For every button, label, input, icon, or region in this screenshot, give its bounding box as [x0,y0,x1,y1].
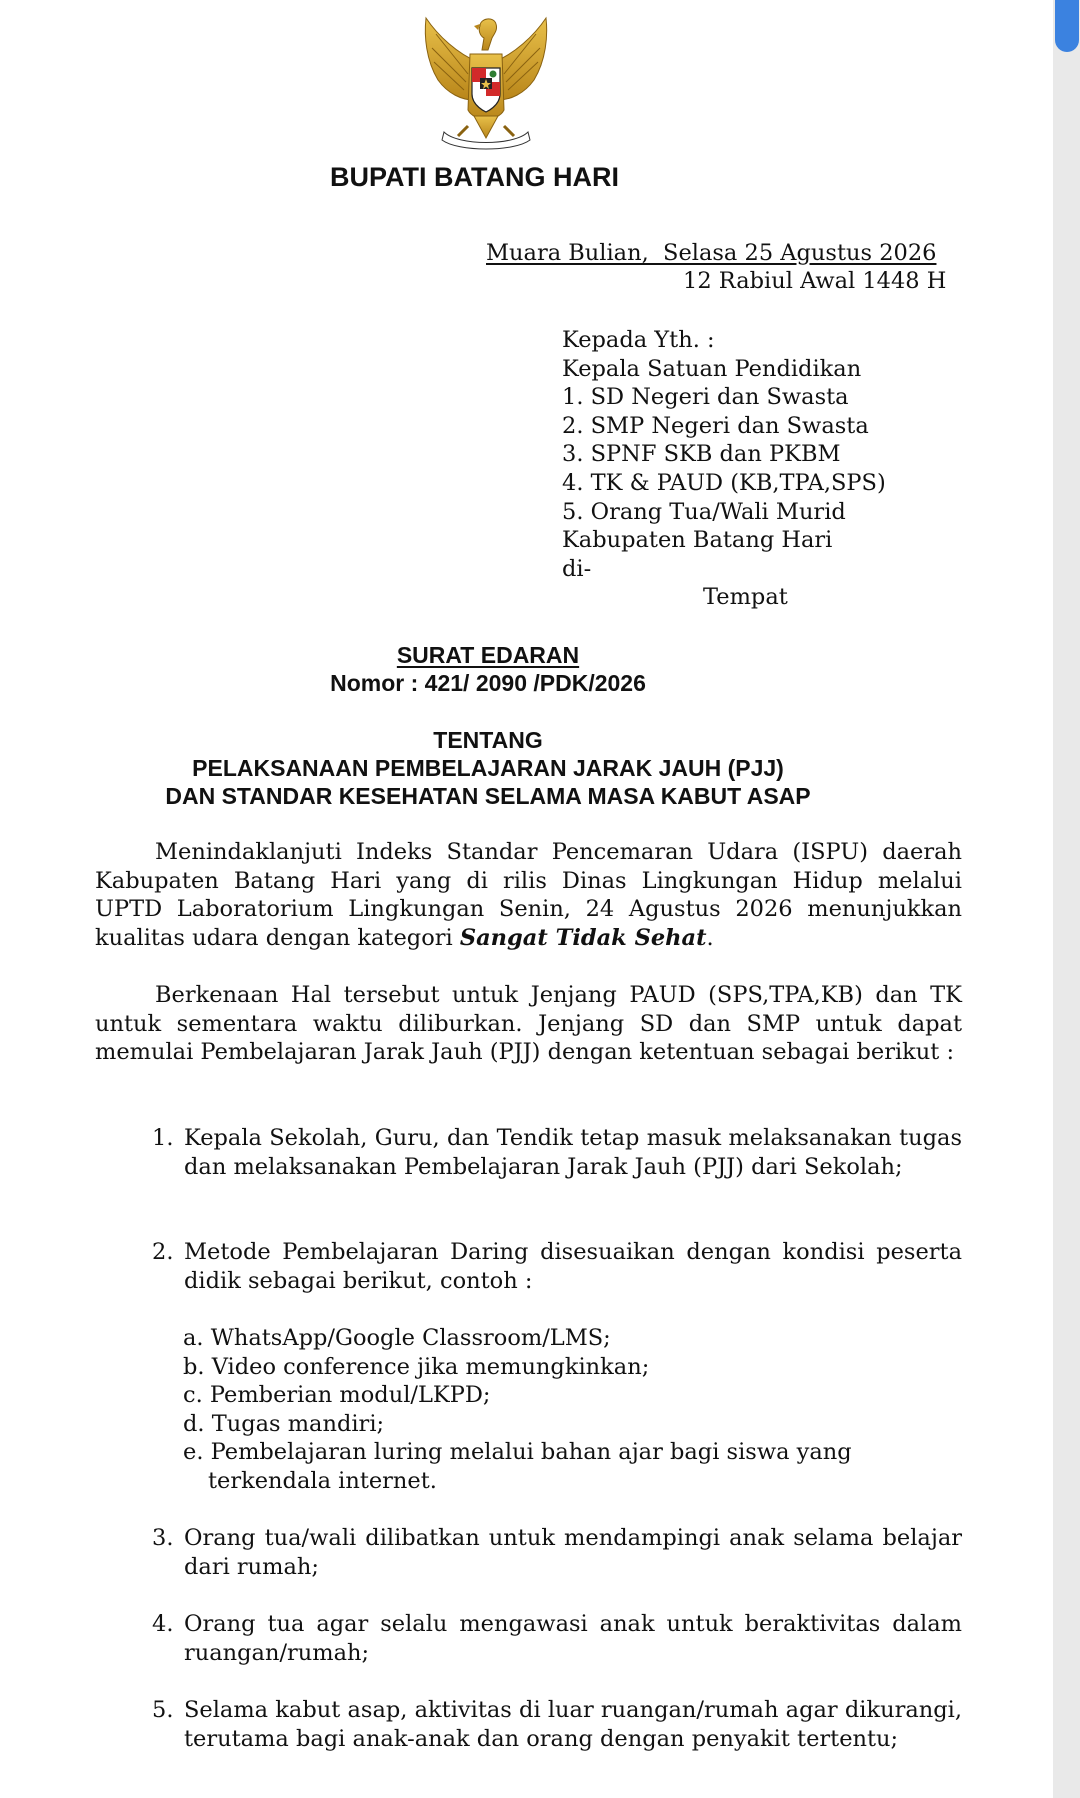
address-line: di- [562,555,592,582]
office-title: BUPATI BATANG HARI [330,162,619,192]
subject-line-2: DAN STANDAR KESEHATAN SELAMA MASA KABUT ASAP [165,783,811,809]
address-line: 1. SD Negeri dan Swasta [562,384,849,411]
about-label: TENTANG [433,727,543,753]
scrollbar-track[interactable] [1053,0,1080,1798]
list-item-number: 4. [152,1611,174,1637]
address-line: 3. SPNF SKB dan PKBM [562,441,841,468]
address-line: 4. TK & PAUD (KB,TPA,SPS) [562,469,886,496]
sub-list [183,1324,943,1496]
hijri-date-line: 12 Rabiul Awal 1448 H [683,268,947,294]
list-item-text: Selama kabut asap, aktivitas di luar ruangan/rumah agar dikurangi, terutama bagi anak-anak dan orang dengan penyakit tertentu; [184,1697,962,1752]
list-item [152,1524,962,1581]
address-block [562,326,886,583]
list-item [152,1124,962,1181]
list-item-text: Orang tua/wali dilibatkan untuk mendampingi anak selama belajar dari rumah; [184,1525,962,1580]
list-item [152,1238,962,1295]
sub-list-item: d. Tugas mandiri; [183,1410,385,1437]
list-item-text: Metode Pembelajaran Daring disesuaikan dengan kondisi peserta didik sebagai berikut, contoh : [184,1239,962,1294]
paragraph-2: Berkenaan Hal tersebut untuk Jenjang PAUD (SPS,TPA,KB) dan TK untuk sementara waktu diliburkan. Jenjang SD dan SMP untuk dapat memulai Pembelajaran Jarak Jauh (PJJ) dengan ketentuan sebagai berikut : [95,982,962,1066]
paragraph-1 [95,838,962,952]
scrollbar-thumb[interactable] [1055,0,1079,52]
paragraph-1-text: Menindaklanjuti Indeks Standar Pencemaran Udara (ISPU) daerah Kabupaten Batang Hari yang di rilis Dinas Lingkungan Hidup melalui UPTD Laboratorium Lingkungan Senin, 24 Agustus 2026 menunjukkan kualitas udara dengan kategori [95,839,962,951]
paragraph-1-emphasis: Sangat Tidak Sehat [459,924,707,951]
address-line: Kabupaten Batang Hari [562,527,833,554]
address-line: Kepala Satuan Pendidikan [562,355,862,382]
list-item-number: 2. [152,1239,174,1265]
letter-title: SURAT EDARAN [396,642,580,668]
garuda-emblem-icon [418,14,554,152]
sub-list-item: c. Pemberian modul/LKPD; [183,1382,491,1409]
address-line: Kepada Yth. : [562,327,715,353]
list-item-number: 5. [152,1697,174,1723]
sub-list-item: b. Video conference jika memungkinkan; [183,1353,650,1380]
list-item-number: 3. [152,1525,174,1551]
subject-line-1: PELAKSANAAN PEMBELAJARAN JARAK JAUH (PJJ) [192,755,784,781]
list-item-text: Orang tua agar selalu mengawasi anak untuk beraktivitas dalam ruangan/rumah; [184,1611,962,1666]
date-line: Muara Bulian, Selasa 25 Agustus 2026 [486,240,937,266]
paragraph-1-end: . [706,924,714,951]
address-line: 5. Orang Tua/Wali Murid [562,498,846,525]
list-item [152,1610,962,1667]
list-item-number: 1. [152,1125,174,1151]
address-line: 2. SMP Negeri dan Swasta [562,412,869,439]
list-item-text: Kepala Sekolah, Guru, dan Tendik tetap masuk melaksanakan tugas dan melaksanakan Pembelajaran Jarak Jauh (PJJ) dari Sekolah; [184,1125,962,1180]
sub-list-item: a. WhatsApp/Google Classroom/LMS; [183,1325,611,1351]
address-place: Tempat [703,584,788,610]
sub-list-item-continuation: terkendala internet. [208,1467,437,1494]
sub-list-item: e. Pembelajaran luring melalui bahan ajar bagi siswa yang [183,1439,852,1466]
letter-number: Nomor : 421/ 2090 /PDK/2026 [330,670,646,696]
list-item [152,1696,962,1753]
